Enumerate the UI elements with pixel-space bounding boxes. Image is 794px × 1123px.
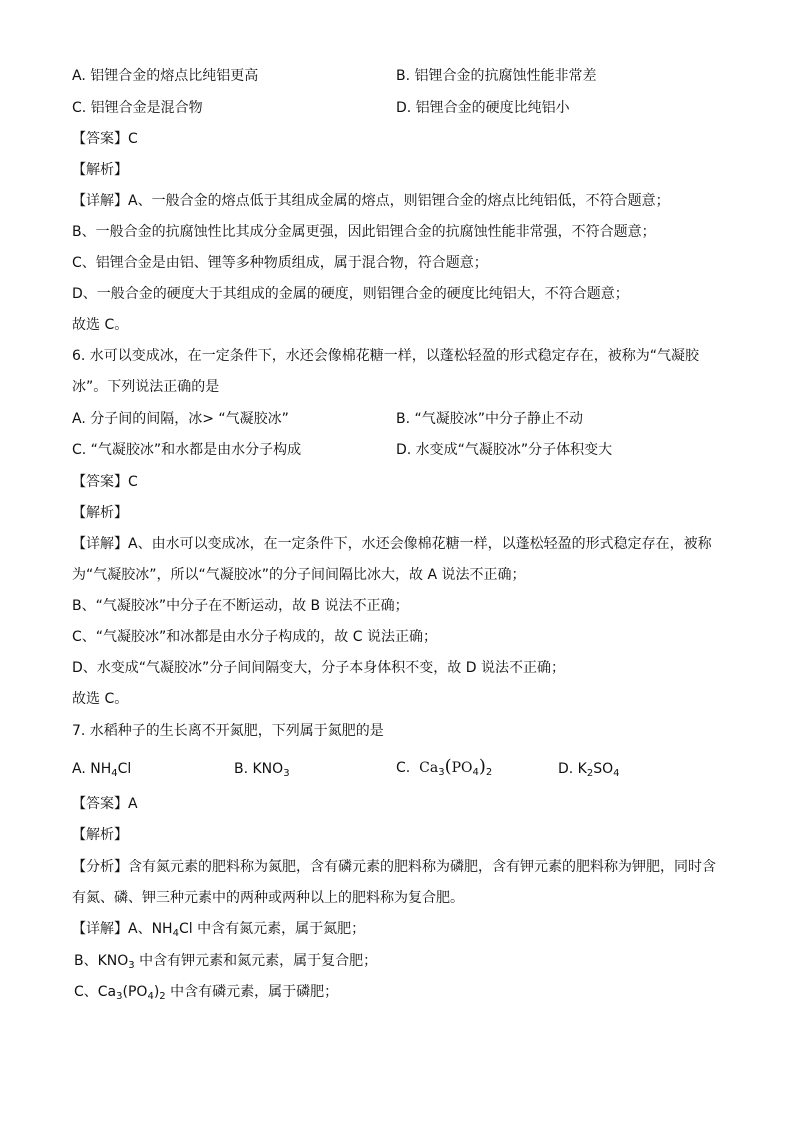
q5-option-d: D. 铝锂合金的硬度比纯铝小: [396, 100, 570, 116]
q6-option-a: A. 分子间的间隔，冰> “气凝胶冰”: [72, 411, 289, 427]
q7-option-d: D. $K_2SO_4$: [558, 761, 620, 779]
q7-analysis-line1: 【分析】含有氮元素的肥料称为氮肥，含有磷元素的肥料称为磷肥，含有钾元素的肥料称为钾肥，同时含: [72, 859, 716, 875]
q7-option-c: C. $Ca_3(PO_4)_2$: [396, 756, 493, 778]
q5-detail-d: D、一般合金的硬度大于其组成的金属的硬度，则铝锂合金的硬度比纯铝大，不符合题意；: [72, 286, 629, 302]
q7-option-a: A. $NH_4Cl$: [72, 761, 132, 779]
q6-answer: 【答案】C: [72, 474, 138, 490]
q6-option-b: B. “气凝胶冰”中分子静止不动: [396, 411, 584, 427]
q5-answer: 【答案】C: [72, 131, 138, 147]
q5-conclusion: 故选 C。: [72, 317, 129, 333]
q6-detail-d: D、水变成“气凝胶冰”分子间间隔变大，分子本身体积不变，故 D 说法不正确；: [72, 660, 565, 676]
q6-stem-line2: 冰”。下列说法正确的是: [72, 379, 220, 395]
q5-detail-c: C、铝锂合金是由铝、锂等多种物质组成，属于混合物，符合题意；: [72, 255, 488, 271]
q5-option-b: B. 铝锂合金的抗腐蚀性能非常差: [396, 68, 597, 84]
q6-detail-a-line1: 【详解】A、由水可以变成冰，在一定条件下，水还会像棉花糖一样，以蓬松轻盈的形式稳定存在，被称: [72, 536, 712, 552]
q5-option-a: A. 铝锂合金的熔点比纯铝更高: [72, 68, 259, 84]
q7-answer: 【答案】A: [72, 796, 138, 812]
q6-stem-line1: 6. 水可以变成冰，在一定条件下，水还会像棉花糖一样，以蓬松轻盈的形式稳定存在，被称为“气凝胶: [72, 348, 700, 364]
q7-stem: 7. 水稻种子的生长离不开氮肥，下列属于氮肥的是: [72, 723, 384, 739]
q7-detail-a: 【详解】A、$NH_4Cl$ 中含有氮元素，属于氮肥；: [72, 921, 366, 939]
q6-option-d: D. 水变成“气凝胶冰”分子体积变大: [396, 442, 613, 458]
q6-detail-a-line2: 为“气凝胶冰”，所以“气凝胶冰”的分子间间隔比冰大，故 A 说法不正确；: [72, 567, 526, 583]
q6-detail-b: B、“气凝胶冰”中分子在不断运动，故 B 说法不正确；: [72, 598, 409, 614]
q5-analysis-heading: 【解析】: [72, 162, 128, 178]
q5-detail-a: 【详解】A、一般合金的熔点低于其组成金属的熔点，则铝锂合金的熔点比纯铝低，不符合题意；: [72, 193, 670, 209]
q7-detail-c: C、$Ca_3(PO_4)_2$ 中含有磷元素，属于磷肥；: [74, 984, 339, 1002]
q5-option-c: C. 铝锂合金是混合物: [72, 100, 203, 116]
q6-detail-c: C、“气凝胶冰”和冰都是由水分子构成的，故 C 说法正确；: [72, 629, 437, 645]
q7-detail-b: B、$KNO_3$ 中含有钾元素和氮元素，属于复合肥；: [74, 953, 378, 971]
q7-analysis-heading: 【解析】: [72, 827, 128, 843]
q5-detail-b: B、一般合金的抗腐蚀性比其成分金属更强，因此铝锂合金的抗腐蚀性能非常强，不符合题意；: [72, 224, 656, 240]
q6-conclusion: 故选 C。: [72, 691, 129, 707]
q6-option-c: C. “气凝胶冰”和水都是由水分子构成: [72, 442, 302, 458]
q7-option-b: B. $KNO_3$: [234, 761, 290, 779]
q7-analysis-line2: 有氮、磷、钾三种元素中的两种或两种以上的肥料称为复合肥。: [72, 890, 464, 906]
q6-analysis-heading: 【解析】: [72, 505, 128, 521]
